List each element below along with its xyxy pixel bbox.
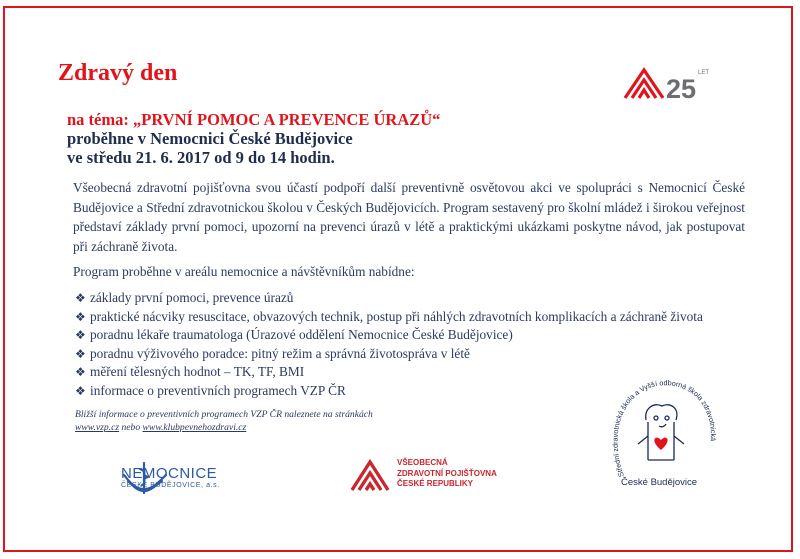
vzp-link[interactable]: www.vzp.cz xyxy=(75,422,120,433)
school-city: České Budějovice xyxy=(621,477,698,488)
list-item: ❖ informace o preventivních programech VZP ČR xyxy=(75,382,703,401)
diamond-bullet-icon: ❖ xyxy=(75,328,86,343)
info-block xyxy=(75,408,373,434)
location-line: proběhne v Nemocnici České Budějovice xyxy=(67,129,353,148)
info-line: Bližší informace o preventivních programech VZP ČR naleznete na stránkách xyxy=(75,409,373,420)
klub-link[interactable]: www.klubpevnehozdravi.cz xyxy=(142,422,247,433)
diamond-bullet-icon: ❖ xyxy=(75,365,86,380)
school-logo-icon xyxy=(604,378,724,483)
hospital-name: NEMOCNICE xyxy=(121,465,218,482)
vzp-25-years-logo xyxy=(622,62,712,104)
vzp-name: VŠEOBECNÁ ZDRAVOTNÍ POJIŠŤOVNA ČESKÉ REPUBLIKY xyxy=(397,458,497,488)
list-item: ❖ praktické nácviky resuscitace, obvazových technik, postup při náhlých zdravotních komplikacích a záchraně života xyxy=(75,308,703,327)
diamond-bullet-icon: ❖ xyxy=(75,383,86,398)
anniversary-small: LET xyxy=(698,70,710,76)
diamond-bullet-icon: ❖ xyxy=(75,309,86,324)
diamond-bullet-icon: ❖ xyxy=(75,291,86,305)
hospital-sub: ČESKÉ BUDĚJOVICE, a.s. xyxy=(121,482,220,489)
intro-paragraph: Všeobecná zdravotní pojišťovna svou účastí podpoří další preventivně osvětovou akci ve spolupráci s Nemocnicí České Budějovice a Střední zdravotnickou školou v Českých Budějovicích. Program sestavený pro školní mládež i širokou veřejnost představí základy první pomoci, upozorní na prevenci úrazů v létě a praktickými ukázkami poskytne návod, jak postupovat při záchraně života. xyxy=(73,180,745,254)
list-item: ❖ poradnu lékaře traumatologa (Úrazové oddělení Nemocnice České Budějovice) xyxy=(75,326,703,345)
vzp-logo-icon xyxy=(350,456,392,494)
link-separator: nebo xyxy=(119,422,143,433)
svg-text:Střední zdravotnická škola a V: Střední zdravotnická škola a Vyšší odborná škola zdravotnická xyxy=(610,378,718,479)
program-intro: Program proběhne v areálu nemocnice a návštěvníkům nabídne: xyxy=(73,264,415,279)
list-item: ❖ základy první pomoci, prevence úrazů xyxy=(75,289,703,308)
diamond-bullet-icon: ❖ xyxy=(75,346,86,361)
date-line: ve středu 21. 6. 2017 od 9 do 14 hodin. xyxy=(67,148,335,167)
list-item: ❖ poradnu výživového poradce: pitný režim a správná životospráva v létě xyxy=(75,345,703,364)
list-item: ❖ měření tělesných hodnot – TK, TF, BMI xyxy=(75,363,703,382)
theme-line: na téma: „PRVNÍ POMOC A PREVENCE ÚRAZŮ“ xyxy=(67,110,441,129)
page-title: Zdravý den xyxy=(58,60,178,86)
anniversary-number: 25 xyxy=(666,74,697,104)
